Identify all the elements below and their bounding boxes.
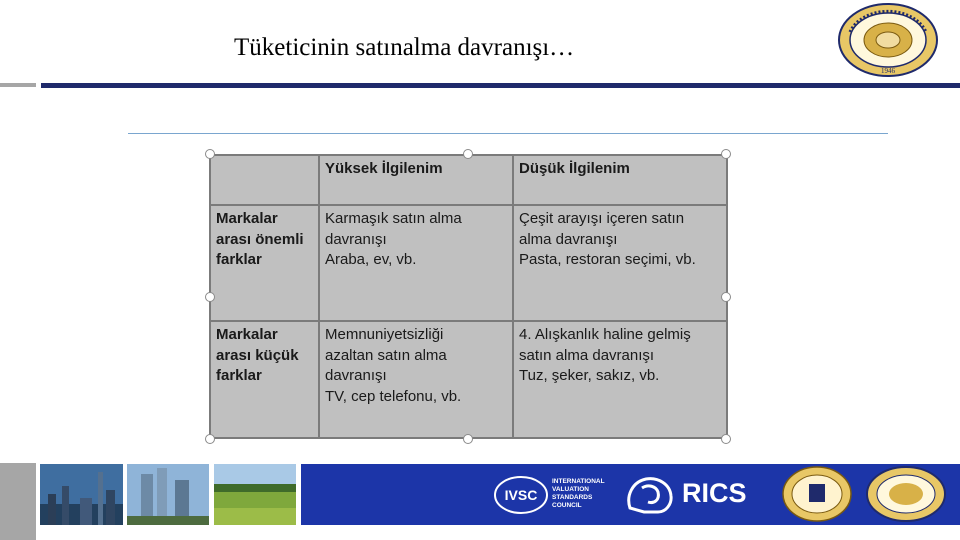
ivsc-name	[552, 478, 605, 510]
table-row	[210, 205, 727, 321]
ivsc-abbr: IVSC	[504, 487, 538, 503]
resize-handle-left[interactable]	[205, 292, 215, 302]
header-empty-cell	[210, 155, 319, 205]
resize-handle-bottom-right[interactable]	[721, 434, 731, 444]
cell-dissonance-reducing: Memnuniyetsizliği azaltan satın alma davranışı TV, cep telefonu, vb.	[319, 321, 513, 438]
ivsc-logo	[494, 476, 548, 514]
svg-text:1946: 1946	[881, 67, 895, 75]
header-accent-gray	[0, 83, 36, 87]
landscape-photo	[214, 464, 296, 525]
ivsc-line-1: INTERNATIONAL	[552, 478, 605, 485]
header-accent-navy	[41, 83, 960, 88]
resize-handle-top-left[interactable]	[205, 149, 215, 159]
divider-line	[128, 133, 888, 134]
rics-lion-icon	[624, 474, 676, 516]
ankara-university-seal-icon	[866, 466, 946, 522]
ivsc-line-3: STANDARDS	[552, 494, 593, 501]
ankara-university-logo	[837, 2, 939, 78]
towers-photo	[127, 464, 209, 525]
footer-accent-gray	[0, 463, 36, 540]
university-seal-gold-icon	[782, 466, 852, 522]
city-skyline-photo	[40, 464, 123, 525]
row-label-significant-differences: Markalar arası önemli farklar	[210, 205, 319, 321]
purchase-behavior-table[interactable]	[209, 154, 728, 439]
slide-title: Tüketicinin satınalma davranışı…	[234, 34, 575, 61]
resize-handle-top-right[interactable]	[721, 149, 731, 159]
header-low-involvement: Düşük İlgilenim	[513, 155, 727, 205]
header-high-involvement: Yüksek İlgilenim	[319, 155, 513, 205]
ivsc-line-4: COUNCIL	[552, 502, 582, 509]
table-header-row	[210, 155, 727, 205]
resize-handle-top[interactable]	[463, 149, 473, 159]
rics-wordmark: RICS	[682, 478, 747, 508]
ivsc-line-2: VALUATION	[552, 486, 589, 493]
resize-handle-bottom[interactable]	[463, 434, 473, 444]
cell-habitual-buying: 4. Alışkanlık haline gelmiş satın alma davranışı Tuz, şeker, sakız, vb.	[513, 321, 727, 438]
resize-handle-bottom-left[interactable]	[205, 434, 215, 444]
table-row	[210, 321, 727, 438]
row-label-few-differences: Markalar arası küçük farklar	[210, 321, 319, 438]
cell-variety-seeking: Çeşit arayışı içeren satın alma davranışı Pasta, restoran seçimi, vb.	[513, 205, 727, 321]
resize-handle-right[interactable]	[721, 292, 731, 302]
cell-complex-buying: Karmaşık satın alma davranışı Araba, ev, vb.	[319, 205, 513, 321]
